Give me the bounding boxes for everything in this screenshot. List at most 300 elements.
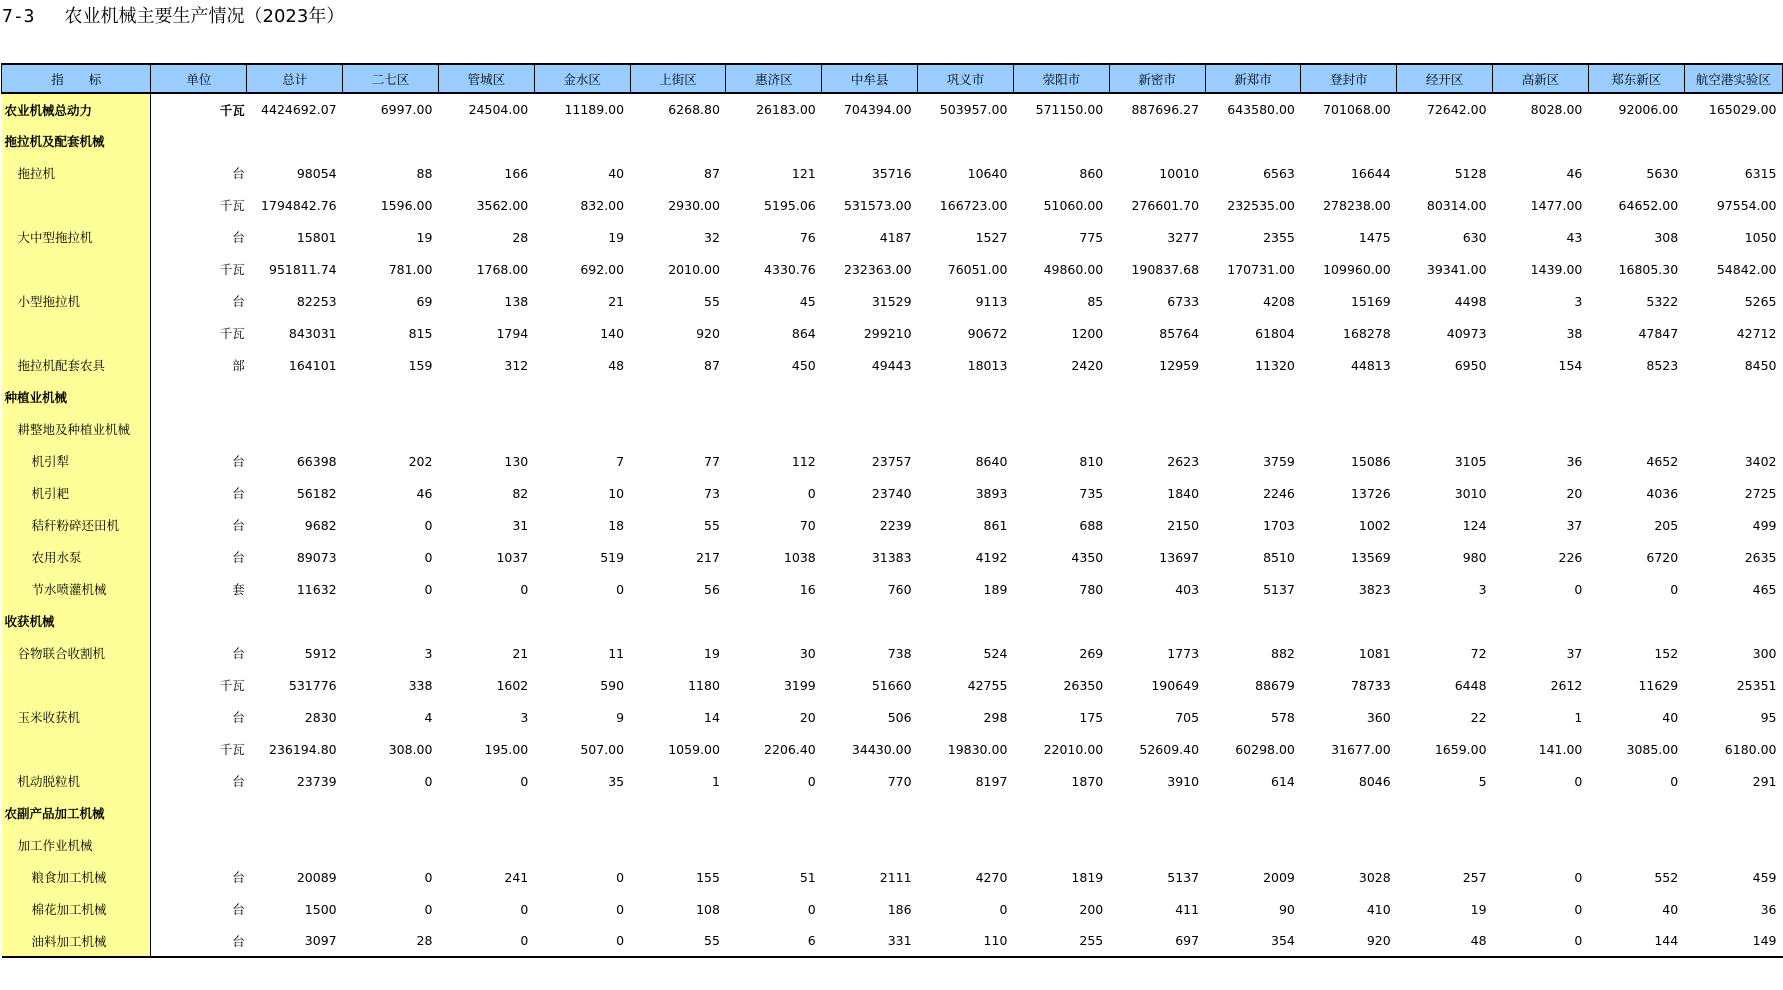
table-cell: 614 [1271,773,1295,789]
row-unit [151,381,247,413]
table-row [2,765,1783,797]
table-cell [343,797,439,829]
table-cell: 124 [1462,517,1487,533]
table-cell [1397,829,1493,861]
table-cell: 503957.00 [939,102,1008,117]
column-header: 指 标 [2,64,151,93]
table-cell: 3085.00 [1626,741,1679,757]
table-cell: 4350 [1071,549,1104,565]
table-cell: 1050 [1744,229,1777,245]
table-cell: 11632 [296,581,337,597]
row-label: 小型拖拉机 [2,285,151,317]
table-cell: 6950 [1454,357,1487,373]
table-cell: 64652.00 [1618,197,1679,213]
table-cell: 0 [1670,581,1679,597]
row-unit: 部 [232,358,245,373]
table-cell: 1475 [1358,229,1391,245]
table-cell: 4208 [1263,293,1295,309]
table-cell [822,605,918,637]
table-cell: 19 [1470,901,1487,917]
table-title: 农业机械主要生产情况（2023年） [64,6,345,27]
table-cell: 0 [616,901,625,917]
row-label [2,317,151,349]
table-cell: 77 [704,453,720,469]
table-cell: 2239 [879,517,912,533]
table-cell: 4192 [975,549,1008,565]
table-row [2,605,1783,637]
table-body [2,93,1783,957]
table-cell [1397,797,1493,829]
page-title [2,4,344,30]
table-row [2,125,1783,157]
table-cell: 42712 [1736,325,1777,341]
table-cell: 66398 [296,453,337,469]
table-cell [726,797,822,829]
row-unit: 千瓦 [219,678,245,693]
table-cell: 24504.00 [468,102,529,117]
table-cell [1205,381,1301,413]
table-cell: 40 [1662,901,1679,917]
table-cell: 269 [1079,645,1104,661]
column-header: 新郑市 [1205,64,1301,93]
table-cell [822,413,918,445]
table-cell [247,381,343,413]
table-cell: 6268.80 [668,102,720,117]
table-cell: 112 [791,453,816,469]
table-cell [534,829,630,861]
table-cell [247,125,343,157]
table-cell: 52609.40 [1139,741,1200,757]
table-cell [1588,413,1684,445]
table-cell: 175 [1079,709,1104,725]
table-cell [247,413,343,445]
table-row [2,93,1783,125]
table-cell [1109,797,1205,829]
table-cell: 738 [887,645,912,661]
row-label: 机引犁 [2,445,151,477]
table-cell: 0 [424,869,433,885]
table-cell: 10010 [1159,165,1200,181]
table-cell: 590 [600,677,625,693]
table-cell: 55 [704,293,720,309]
table-cell: 85764 [1159,325,1200,341]
table-cell: 217 [696,549,720,565]
table-cell: 61804 [1255,325,1295,341]
table-cell [1684,829,1782,861]
table-cell: 2009 [1263,869,1295,885]
table-cell: 0 [1574,901,1583,917]
row-label: 加工作业机械 [2,829,151,861]
table-row [2,733,1783,765]
column-header: 高新区 [1493,64,1589,93]
table-cell: 205 [1654,517,1679,533]
table-cell: 0 [520,901,529,917]
table-cell: 308 [1654,229,1679,245]
column-header: 航空港实验区 [1684,64,1782,93]
table-row [2,253,1783,285]
table-cell [1397,605,1493,637]
table-cell: 3097 [247,925,343,957]
table-cell [1397,381,1493,413]
table-cell: 1703 [1263,517,1295,533]
table-cell: 90 [1278,901,1295,917]
row-unit: 千瓦 [219,326,245,341]
table-cell: 166 [504,165,529,181]
table-cell: 8450 [1744,357,1777,373]
table-cell: 1773 [1167,645,1200,661]
column-header: 上街区 [630,64,726,93]
table-cell: 26183.00 [756,102,816,117]
table-cell: 189 [983,581,1008,597]
row-label: 种植业机械 [2,381,151,413]
table-cell [1109,125,1205,157]
row-label: 机动脱粒机 [2,765,151,797]
table-cell: 16805.30 [1618,261,1679,277]
table-row [2,477,1783,509]
table-cell: 9682 [304,517,337,533]
table-cell: 9113 [975,293,1008,309]
table-cell [918,605,1014,637]
row-label: 收获机械 [2,605,151,637]
table-cell [1684,797,1782,829]
table-cell: 2420 [1071,357,1104,373]
row-unit: 千瓦 [219,742,245,757]
table-cell: 13569 [1350,549,1391,565]
table-cell: 920 [696,325,720,341]
table-cell: 195.00 [484,741,529,757]
table-cell: 735 [1079,485,1104,501]
table-cell [1013,381,1109,413]
table-cell: 22010.00 [1043,741,1104,757]
table-cell: 0 [1493,925,1589,957]
header-row [2,64,1783,93]
table-cell: 1659.00 [1434,741,1487,757]
table-cell [1205,413,1301,445]
table-cell: 70 [799,517,816,533]
table-cell [1684,413,1782,445]
table-cell: 15086 [1350,453,1391,469]
table-cell [726,381,822,413]
row-label [2,189,151,221]
table-cell: 38 [1566,325,1583,341]
table-cell: 0 [807,901,816,917]
table-row [2,829,1783,861]
table-cell: 864 [791,325,816,341]
table-cell [343,413,439,445]
table-cell: 630 [1462,229,1487,245]
table-cell [534,381,630,413]
table-cell: 6448 [1454,677,1487,693]
table-cell [1205,797,1301,829]
table-cell: 190837.68 [1131,261,1200,277]
table-cell: 31 [512,517,529,533]
table-cell [1109,381,1205,413]
table-row [2,317,1783,349]
table-cell: 56182 [296,485,337,501]
table-cell: 578 [1271,709,1295,725]
table-cell [1205,605,1301,637]
table-cell: 692.00 [580,261,625,277]
table-cell [343,125,439,157]
table-cell: 19 [416,229,433,245]
table-cell: 450 [791,357,816,373]
table-cell: 20089 [296,869,337,885]
column-header: 单位 [151,64,247,93]
table-row [2,861,1783,893]
table-cell [1013,125,1109,157]
table-cell: 0 [424,773,433,789]
table-cell [1684,125,1782,157]
column-header: 总计 [247,64,343,93]
table-cell: 55 [630,925,726,957]
table-cell: 2635 [1744,549,1777,565]
row-label: 秸秆粉碎还田机 [2,509,151,541]
table-cell [918,381,1014,413]
table-code: 7-3 [2,6,35,27]
column-header: 中牟县 [822,64,918,93]
row-unit: 台 [232,870,245,885]
row-unit: 千瓦 [219,262,245,277]
table-cell: 6997.00 [380,102,433,117]
row-unit: 台 [232,902,245,917]
table-cell: 5630 [1646,165,1679,181]
table-cell: 403 [1175,581,1200,597]
table-cell: 951811.74 [269,261,337,277]
table-cell: 13697 [1159,549,1200,565]
table-row [2,893,1783,925]
table-cell: 0 [1574,869,1583,885]
table-cell: 2612 [1550,677,1583,693]
table-cell: 7 [616,453,625,469]
table-cell: 236194.80 [269,741,337,757]
table-cell: 4498 [1454,293,1487,309]
table-cell: 308.00 [388,741,433,757]
table-cell: 97554.00 [1716,197,1777,213]
table-cell: 200 [1079,901,1104,917]
table-cell: 1 [711,773,720,789]
table-cell: 0 [807,485,816,501]
table-cell: 552 [1654,869,1679,885]
table-cell: 815 [408,325,433,341]
table-cell: 2725 [1744,485,1777,501]
table-cell: 92006.00 [1618,102,1679,117]
table-cell: 1439.00 [1530,261,1583,277]
table-cell: 3010 [1454,485,1487,501]
table-cell: 149 [1684,925,1782,957]
table-cell: 3893 [975,485,1008,501]
row-unit: 台 [232,518,245,533]
row-label [2,253,151,285]
table-cell [918,829,1014,861]
table-cell: 0 [438,925,534,957]
table-cell: 0 [424,581,433,597]
table-cell: 531573.00 [843,197,912,213]
table-cell: 6180.00 [1724,741,1777,757]
table-cell [343,605,439,637]
table-cell: 688 [1079,517,1104,533]
table-cell: 88 [416,165,433,181]
table-cell: 6 [726,925,822,957]
table-row [2,637,1783,669]
table-cell: 80314.00 [1426,197,1487,213]
table-cell [630,381,726,413]
table-cell: 3562.00 [476,197,529,213]
table-cell [438,797,534,829]
table-cell: 87 [704,165,720,181]
table-cell [1588,605,1684,637]
row-unit: 台 [232,294,245,309]
table-cell: 23740 [871,485,912,501]
table-cell: 47847 [1638,325,1679,341]
table-cell: 72642.00 [1426,102,1487,117]
row-label: 节水喷灌机械 [2,573,151,605]
column-header: 登封市 [1301,64,1397,93]
table-cell: 1037 [496,549,529,565]
table-cell: 257 [1462,869,1487,885]
table-cell: 0 [424,517,433,533]
table-row [2,509,1783,541]
table-cell: 12959 [1159,357,1200,373]
table-cell: 90672 [967,325,1008,341]
row-label: 农用水泵 [2,541,151,573]
table-cell: 37 [1566,517,1583,533]
table-cell: 298 [983,709,1008,725]
table-cell: 82 [512,485,529,501]
table-cell [1397,413,1493,445]
table-cell: 141.00 [1538,741,1583,757]
table-cell: 20 [799,709,816,725]
table-cell [1109,413,1205,445]
table-cell: 35716 [871,165,912,181]
table-cell: 354 [1205,925,1301,957]
table-cell: 36 [1566,453,1583,469]
table-cell [822,125,918,157]
table-cell: 775 [1079,229,1104,245]
table-cell: 6720 [1646,549,1679,565]
row-unit: 台 [232,166,245,181]
table-cell [1684,381,1782,413]
table-cell: 3402 [1744,453,1777,469]
table-cell: 48 [1397,925,1493,957]
table-cell: 810 [1079,453,1104,469]
table-cell: 51660 [871,677,912,693]
column-header: 荥阳市 [1013,64,1109,93]
table-cell: 89073 [296,549,337,565]
table-row [2,701,1783,733]
row-unit [151,413,247,445]
table-cell: 571150.00 [1035,102,1104,117]
table-cell: 459 [1752,869,1777,885]
row-unit: 台 [232,230,245,245]
table-cell: 21 [512,645,529,661]
table-cell: 1002 [1358,517,1391,533]
table-cell: 14 [704,709,720,725]
table-cell: 226 [1558,549,1583,565]
row-unit: 套 [232,582,245,597]
table-cell: 3 [1574,293,1583,309]
table-cell: 76 [799,229,816,245]
table-cell [822,797,918,829]
table-cell: 108 [696,901,720,917]
table-cell: 138 [504,293,529,309]
table-cell: 1840 [1167,485,1200,501]
table-cell: 6563 [1263,165,1295,181]
column-header: 惠济区 [726,64,822,93]
table-cell: 2930.00 [668,197,720,213]
table-cell [1588,829,1684,861]
table-cell: 770 [887,773,912,789]
table-cell: 19 [608,229,625,245]
row-label: 农业机械总动力 [2,93,151,125]
table-cell: 82253 [296,293,337,309]
table-cell: 23739 [296,773,337,789]
table-row [2,221,1783,253]
table-cell: 55 [704,517,720,533]
row-unit: 台 [232,454,245,469]
table-cell: 780 [1079,581,1104,597]
table-cell [1013,829,1109,861]
table-cell: 39341.00 [1426,261,1487,277]
table-cell: 164101 [288,357,337,373]
table-cell: 3759 [1263,453,1295,469]
row-label: 拖拉机及配套机械 [2,125,151,157]
table-cell: 887696.27 [1131,102,1200,117]
table-cell [1205,829,1301,861]
table-header [2,64,1783,93]
table-cell: 3910 [1167,773,1200,789]
table-cell [1109,829,1205,861]
table-cell: 5195.06 [764,197,816,213]
table-cell: 165029.00 [1708,102,1777,117]
table-cell: 42755 [967,677,1008,693]
table-cell: 3 [424,645,433,661]
table-cell: 19830.00 [947,741,1008,757]
table-cell: 19 [704,645,720,661]
table-cell: 1038 [783,549,816,565]
table-row [2,413,1783,445]
table-row [2,573,1783,605]
table-cell: 22 [1470,709,1487,725]
table-cell: 11 [608,645,625,661]
table-cell [630,125,726,157]
table-row [2,285,1783,317]
table-cell: 35 [608,773,625,789]
table-cell: 202 [408,453,433,469]
table-cell: 860 [1079,165,1104,181]
row-label: 耕整地及种植业机械 [2,413,151,445]
table-cell: 299210 [863,325,912,341]
table-cell: 5265 [1744,293,1777,309]
table-cell [438,829,534,861]
table-cell [1205,125,1301,157]
table-cell: 920 [1301,925,1397,957]
row-label: 谷物联合收割机 [2,637,151,669]
table-cell: 11189.00 [564,102,625,117]
table-cell: 155 [696,869,720,885]
table-cell: 506 [887,709,912,725]
table-cell: 43 [1566,229,1583,245]
table-cell: 3823 [1358,581,1391,597]
table-cell: 2623 [1167,453,1200,469]
table-cell: 15169 [1350,293,1391,309]
table-cell: 338 [408,677,433,693]
table-cell: 0 [424,901,433,917]
table-cell: 11629 [1638,677,1679,693]
table-cell: 4036 [1646,485,1679,501]
table-cell [247,797,343,829]
table-cell: 8046 [1358,773,1391,789]
data-table [1,63,1783,958]
